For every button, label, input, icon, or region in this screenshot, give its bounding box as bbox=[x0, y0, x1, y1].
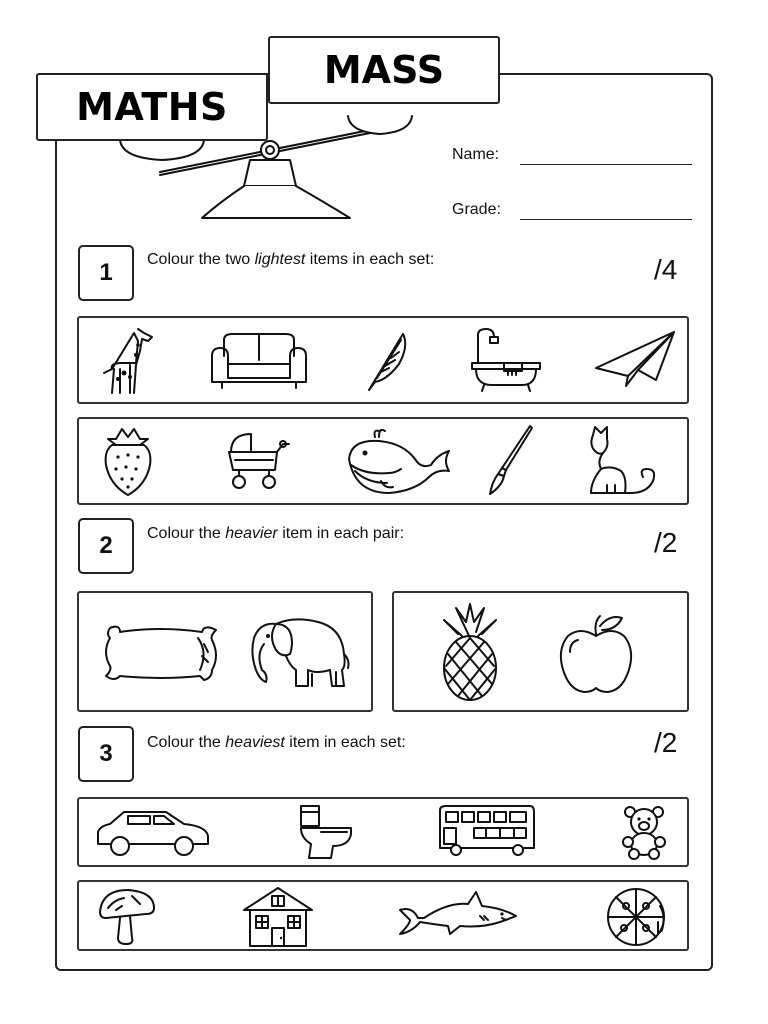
question-number-2: 2 bbox=[78, 518, 134, 574]
name-field[interactable] bbox=[520, 164, 692, 165]
pizza-icon[interactable] bbox=[604, 886, 668, 948]
question-3-text: Colour the heaviest item in each set: bbox=[147, 734, 406, 751]
question-1-score: /4 bbox=[654, 254, 678, 285]
question-2-text: Colour the heavier item in each pair: bbox=[147, 525, 405, 542]
toilet-icon[interactable] bbox=[297, 804, 355, 860]
apple-icon[interactable] bbox=[556, 612, 636, 696]
q3-set-2 bbox=[77, 880, 689, 951]
question-number-1: 1 bbox=[78, 245, 134, 301]
mushroom-icon[interactable] bbox=[96, 886, 158, 946]
paintbrush-icon[interactable] bbox=[486, 422, 534, 496]
pillow-icon[interactable] bbox=[100, 622, 224, 684]
question-3-score: /2 bbox=[654, 727, 678, 758]
question-1-text: Colour the two lightest items in each set: bbox=[147, 251, 435, 268]
bus-icon[interactable] bbox=[438, 804, 536, 858]
pram-icon[interactable] bbox=[225, 430, 293, 492]
elephant-icon[interactable] bbox=[246, 614, 352, 690]
grade-label: Grade: bbox=[452, 201, 501, 218]
subject-title: MATHS bbox=[36, 73, 268, 141]
pineapple-icon[interactable] bbox=[436, 602, 504, 702]
teddy-bear-icon[interactable] bbox=[620, 804, 668, 860]
sofa-icon[interactable] bbox=[208, 330, 310, 392]
house-icon[interactable] bbox=[242, 884, 314, 948]
cat-icon[interactable] bbox=[583, 425, 659, 497]
whale-icon[interactable] bbox=[345, 425, 453, 497]
strawberry-icon[interactable] bbox=[102, 425, 154, 497]
topic-title: MASS bbox=[268, 36, 500, 104]
paper-plane-icon[interactable] bbox=[594, 330, 676, 388]
car-icon[interactable] bbox=[94, 806, 212, 858]
question-2-score: /2 bbox=[654, 527, 678, 558]
giraffe-icon[interactable] bbox=[100, 325, 156, 395]
feather-icon[interactable] bbox=[365, 328, 409, 392]
question-number-3: 3 bbox=[78, 726, 134, 782]
shark-icon[interactable] bbox=[398, 888, 520, 940]
grade-field[interactable] bbox=[520, 219, 692, 220]
name-label: Name: bbox=[452, 146, 500, 163]
bathtub-icon[interactable] bbox=[470, 327, 542, 393]
